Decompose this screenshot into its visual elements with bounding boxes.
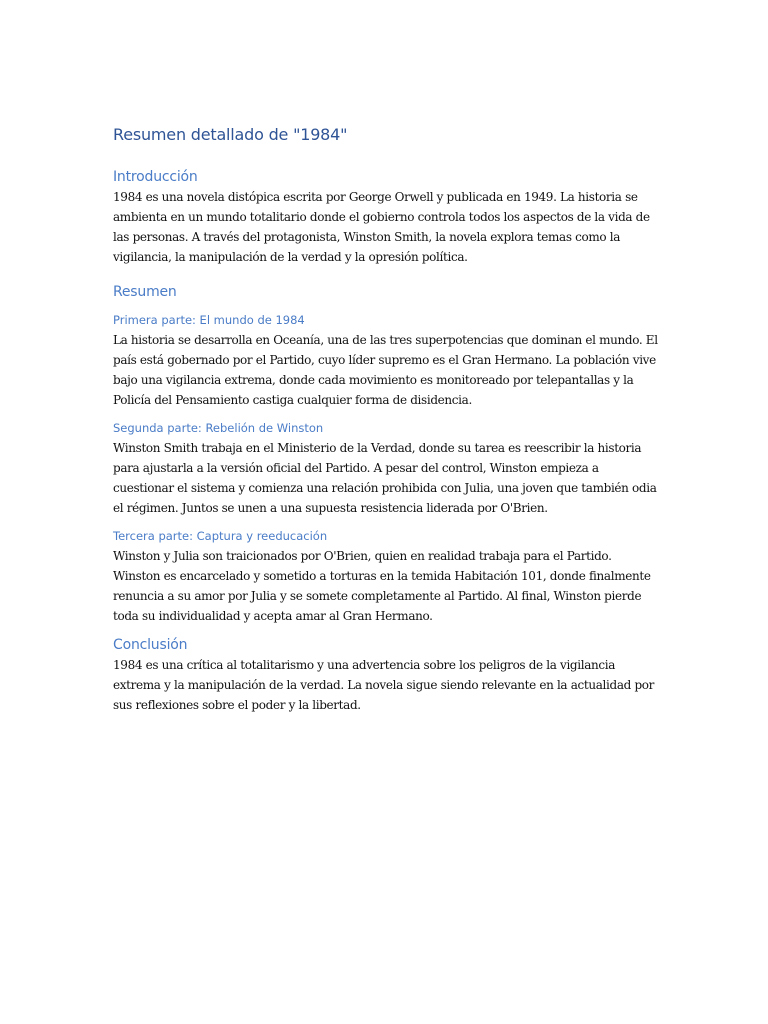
summary-heading: Resumen: [113, 284, 177, 300]
part-one-paragraph: La historia se desarrolla en Oceanía, una de las tres superpotencias que dominan el mundo. El país está gobernado por el Partido, cuyo líder supremo es el Gran Hermano. La población vive bajo una vigilancia extrema, donde cada movimiento es monitoreado por telepantallas y la Policía del Pensamiento castiga cualquier forma de disidencia.: [113, 333, 658, 407]
conclusion-heading: Conclusión: [113, 637, 188, 653]
part-two-heading: Segunda parte: Rebelión de Winston: [113, 421, 324, 435]
conclusion-paragraph: 1984 es una crítica al totalitarismo y una advertencia sobre los peligros de la vigilancia extrema y la manipulación de la verdad. La novela sigue siendo relevante en la actualidad por sus reflexiones sobre el poder y la libertad.: [113, 658, 655, 712]
summary-section: [113, 282, 658, 626]
document-title: Resumen detallado de "1984": [113, 125, 348, 144]
document-page: [113, 120, 658, 715]
part-two-paragraph: Winston Smith trabaja en el Ministerio de la Verdad, donde su tarea es reescribir la historia para ajustarla a la versión oficial del Partido. A pesar del control, Winston empieza a cuestionar el sistema y comienza una relación prohibida con Julia, una joven que también odia el régimen. Juntos se unen a una supuesta resistencia liderada por O'Brien.: [113, 441, 657, 515]
intro-heading: Introducción: [113, 169, 198, 185]
intro-section: [113, 167, 658, 267]
part-one-heading: Primera parte: El mundo de 1984: [113, 313, 305, 327]
conclusion-section: [113, 635, 658, 715]
part-three-paragraph: Winston y Julia son traicionados por O'Brien, quien en realidad trabaja para el Partido. Winston es encarcelado y sometido a torturas en la temida Habitación 101, donde finalmente renuncia a su amor por Julia y se somete completamente al Partido. Al final, Winston pierde toda su individualidad y acepta amar al Gran Hermano.: [113, 549, 651, 623]
part-three-heading: Tercera parte: Captura y reeducación: [113, 529, 328, 543]
intro-paragraph: 1984 es una novela distópica escrita por George Orwell y publicada en 1949. La historia se ambienta en un mundo totalitario donde el gobierno controla todos los aspectos de la vida de las personas. A través del protagonista, Winston Smith, la novela explora temas como la vigilancia, la manipulación de la verdad y la opresión política.: [113, 190, 650, 264]
